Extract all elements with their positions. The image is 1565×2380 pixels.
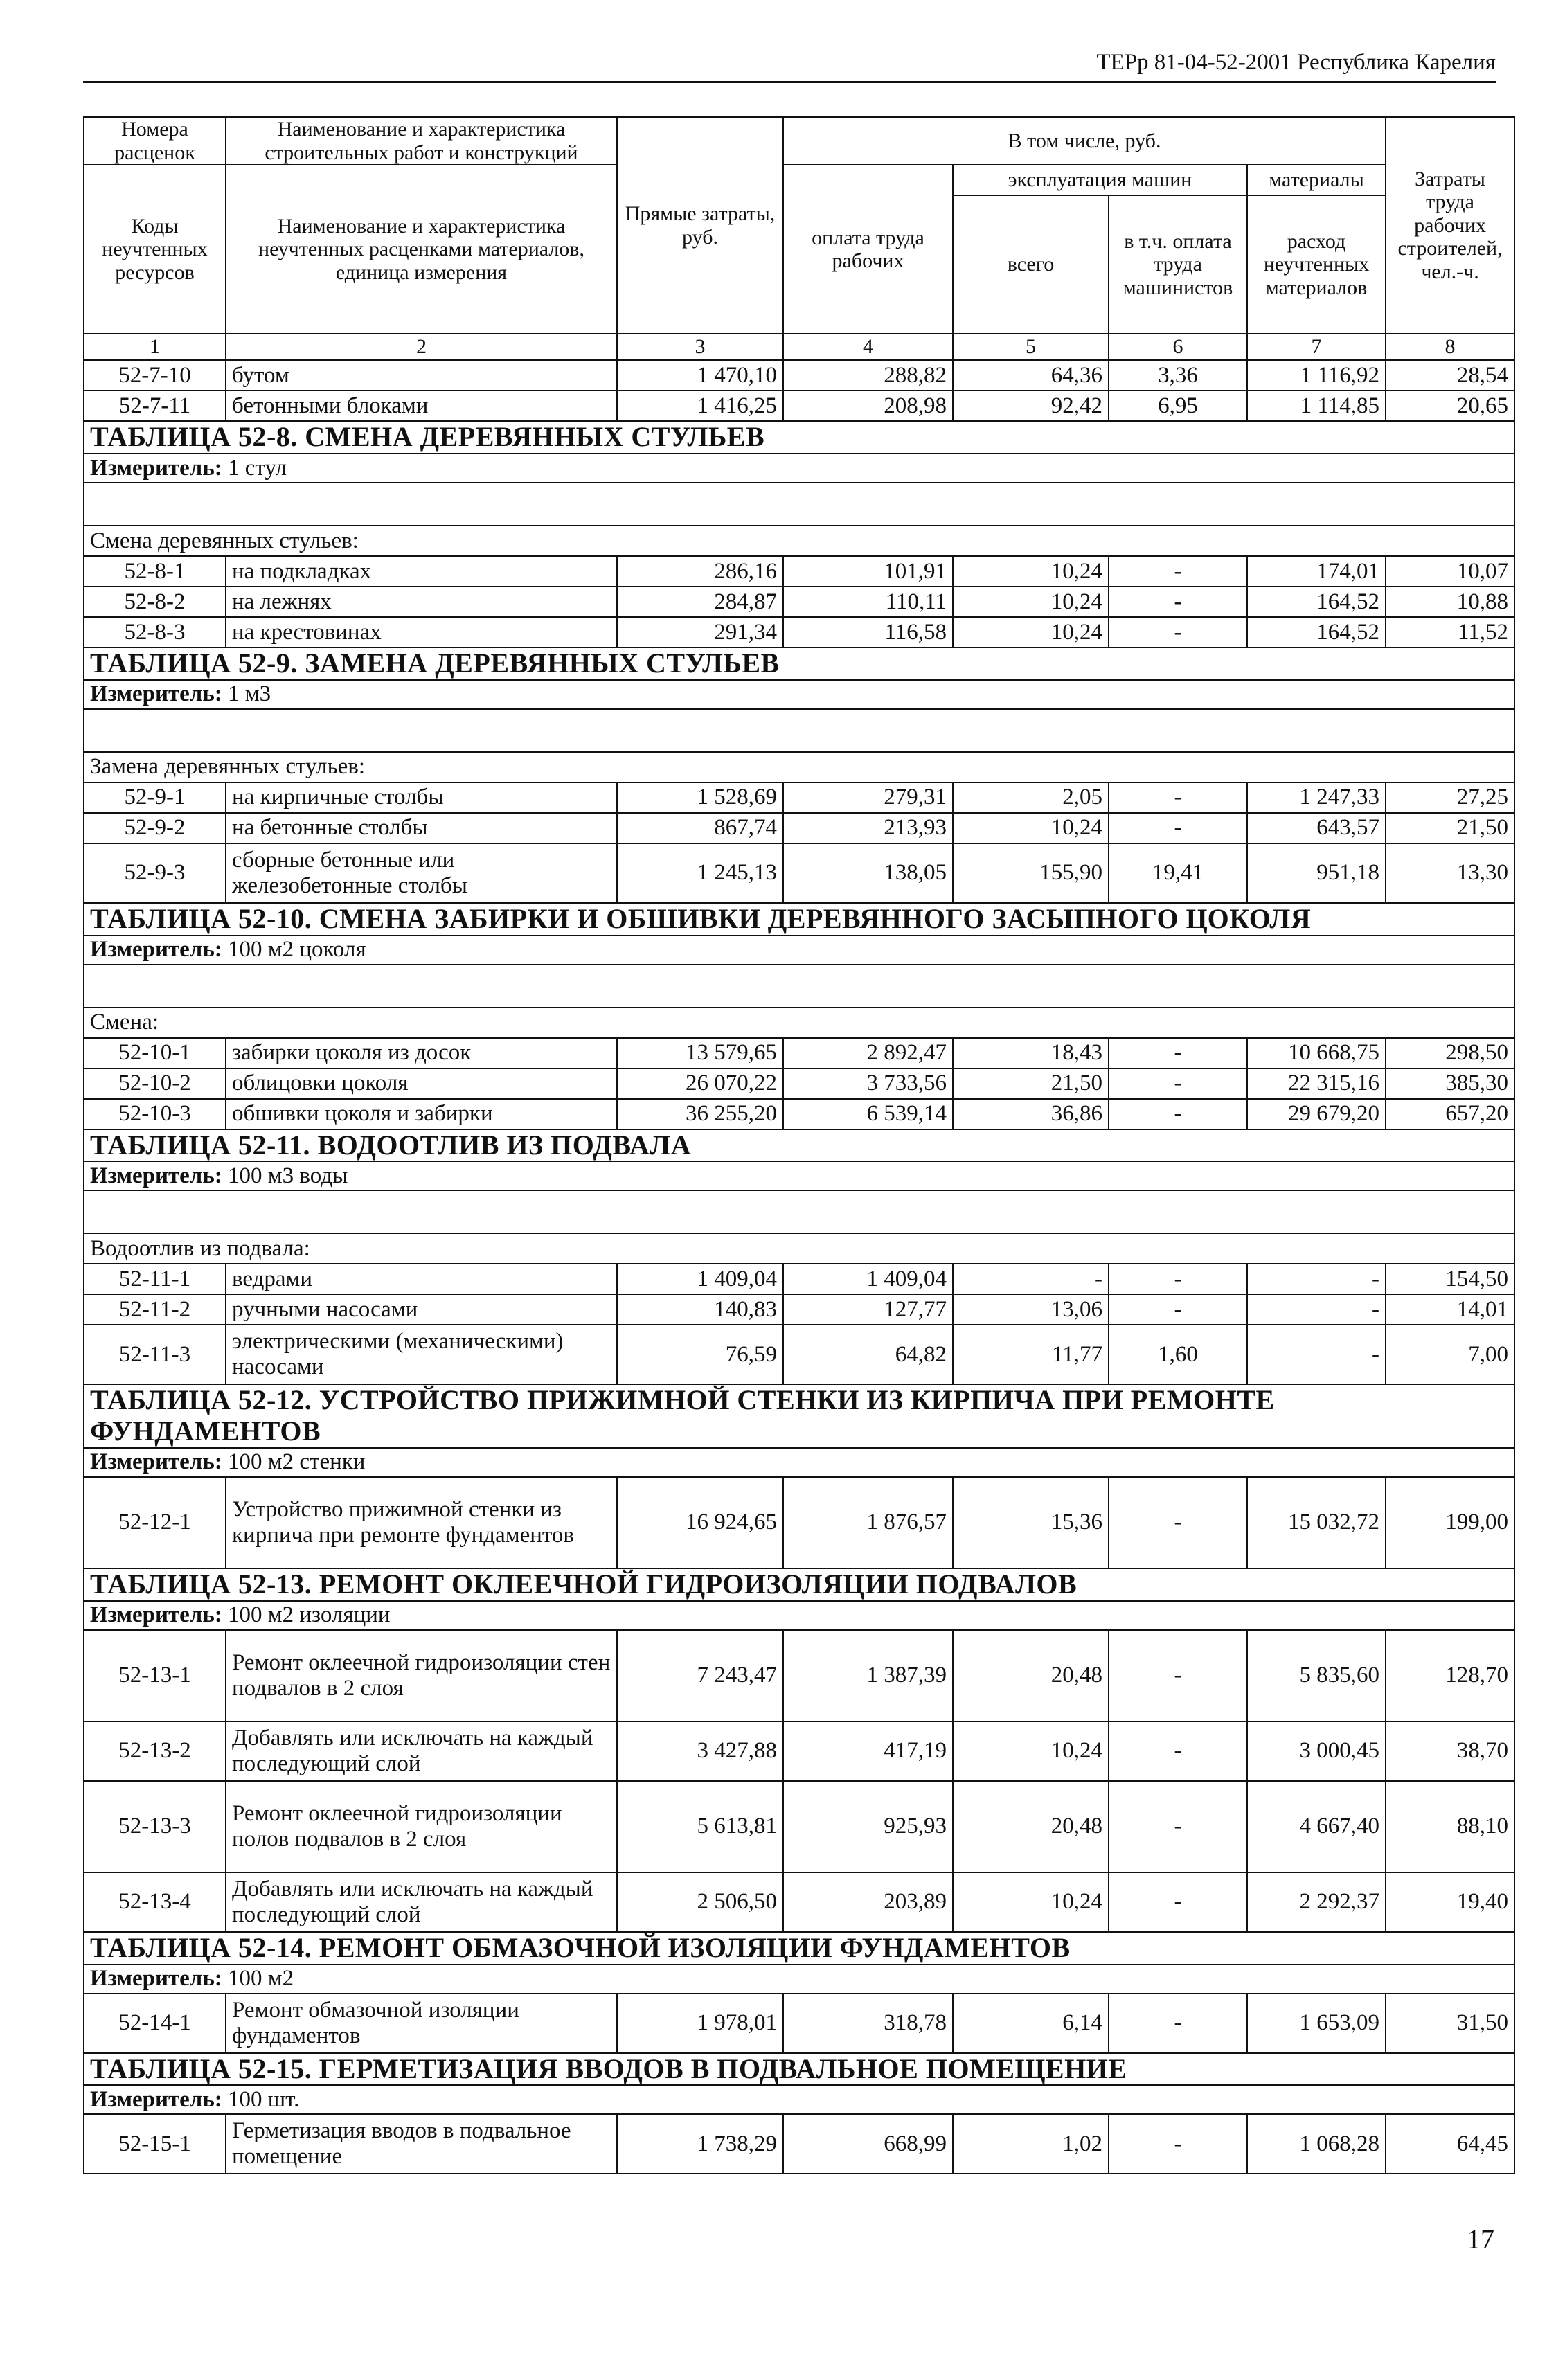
value-cell: 417,19 [783, 1721, 953, 1781]
header-machinist-wages: в т.ч. оплата труда машинистов [1109, 195, 1247, 334]
value-cell: 1 738,29 [617, 2114, 783, 2174]
column-number: 3 [617, 334, 783, 360]
table-row [84, 1294, 1514, 1325]
table-row [84, 391, 1514, 421]
header-resource-codes: Коды неучтенных ресурсов [84, 165, 226, 334]
value-cell: 13,30 [1386, 843, 1514, 903]
value-cell: - [1109, 1872, 1247, 1932]
work-name-cell: Ремонт оклеечной гидроизоляции стен подвалов в 2 слоя [226, 1630, 617, 1721]
section-title-row [84, 2053, 1514, 2086]
value-cell: 10,24 [953, 1721, 1109, 1781]
rate-code-cell: 52-12-1 [84, 1477, 226, 1568]
value-cell: 155,90 [953, 843, 1109, 903]
table-row [84, 843, 1514, 903]
measure-value: 100 м2 изоляции [228, 1602, 391, 1628]
section-title-row [84, 647, 1514, 680]
table-row [84, 587, 1514, 617]
work-name-cell: Добавлять или исключать на каждый последующий слой [226, 1721, 617, 1781]
value-cell: 1 116,92 [1247, 360, 1386, 391]
measure-label: Измеритель: [90, 1966, 222, 1992]
group-heading-row [84, 1233, 1514, 1264]
rate-code-cell: 52-11-1 [84, 1264, 226, 1294]
table-row [84, 1721, 1514, 1781]
page-number: 17 [1467, 2224, 1494, 2255]
measure-label: Измеритель: [90, 681, 222, 707]
value-cell: 28,54 [1386, 360, 1514, 391]
rate-code-cell: 52-15-1 [84, 2114, 226, 2174]
value-cell: - [1109, 813, 1247, 843]
group-heading-row [84, 526, 1514, 556]
value-cell: 10,24 [953, 587, 1109, 617]
section-title-row [84, 1932, 1514, 1965]
work-name-cell: на крестовинах [226, 617, 617, 647]
value-cell: 951,18 [1247, 843, 1386, 903]
work-name-cell: ведрами [226, 1264, 617, 1294]
value-cell: - [1109, 782, 1247, 813]
value-cell: 286,16 [617, 556, 783, 587]
value-cell: 10,24 [953, 556, 1109, 587]
value-cell: 2,05 [953, 782, 1109, 813]
rate-code-cell: 52-7-10 [84, 360, 226, 391]
value-cell: 208,98 [783, 391, 953, 421]
rate-code-cell: 52-10-3 [84, 1099, 226, 1129]
price-table [83, 116, 1515, 2174]
header-rate-number: Номера расценок [84, 117, 226, 165]
measure-cell [84, 454, 1514, 483]
value-cell: - [1109, 617, 1247, 647]
value-cell: 110,11 [783, 587, 953, 617]
section-title-row [84, 903, 1514, 936]
value-cell: - [1247, 1264, 1386, 1294]
value-cell: 31,50 [1386, 1994, 1514, 2053]
table-row [84, 1781, 1514, 1872]
value-cell: - [1109, 1477, 1247, 1568]
value-cell: 127,77 [783, 1294, 953, 1325]
value-cell: - [1109, 1781, 1247, 1872]
value-cell: 5 613,81 [617, 1781, 783, 1872]
rate-code-cell: 52-8-2 [84, 587, 226, 617]
table-row [84, 1264, 1514, 1294]
table-row [84, 1477, 1514, 1568]
value-cell: 116,58 [783, 617, 953, 647]
section-title: ТАБЛИЦА 52-9. ЗАМЕНА ДЕРЕВЯННЫХ СТУЛЬЕВ [90, 647, 780, 679]
value-cell: 1 876,57 [783, 1477, 953, 1568]
value-cell: - [1109, 1038, 1247, 1068]
column-number: 4 [783, 334, 953, 360]
value-cell: 10,88 [1386, 587, 1514, 617]
work-name-cell: облицовки цоколя [226, 1068, 617, 1099]
rate-code-cell: 52-14-1 [84, 1994, 226, 2053]
value-cell: - [1109, 1068, 1247, 1099]
value-cell: 10,24 [953, 1872, 1109, 1932]
value-cell: - [1109, 1994, 1247, 2053]
work-name-cell: Устройство прижимной стенки из кирпича при ремонте фундаментов [226, 1477, 617, 1568]
value-cell: 13,06 [953, 1294, 1109, 1325]
value-cell: 16 924,65 [617, 1477, 783, 1568]
table-row [84, 617, 1514, 647]
table-row [84, 1038, 1514, 1068]
value-cell: 92,42 [953, 391, 1109, 421]
column-number: 7 [1247, 334, 1386, 360]
value-cell: 11,52 [1386, 617, 1514, 647]
measure-value: 1 стул [228, 455, 287, 481]
value-cell: 925,93 [783, 1781, 953, 1872]
table-row [84, 1994, 1514, 2053]
spacer-cell [84, 483, 1514, 526]
value-cell: 1 114,85 [1247, 391, 1386, 421]
section-title-row [84, 421, 1514, 454]
header-materials-name: Наименование и характеристика неучтенных расценками материалов, единица измерения [226, 165, 617, 334]
table-header [84, 117, 1514, 360]
table-row [84, 1325, 1514, 1384]
rate-code-cell: 52-11-3 [84, 1325, 226, 1384]
value-cell: 174,01 [1247, 556, 1386, 587]
work-name-cell: Добавлять или исключать на каждый последующий слой [226, 1872, 617, 1932]
value-cell: - [1109, 556, 1247, 587]
value-cell: 1 416,25 [617, 391, 783, 421]
work-name-cell: Ремонт оклеечной гидроизоляции полов подвалов в 2 слоя [226, 1781, 617, 1872]
measure-label: Измеритель: [90, 1163, 222, 1188]
value-cell: 18,43 [953, 1038, 1109, 1068]
spacer-row [84, 483, 1514, 526]
value-cell: 199,00 [1386, 1477, 1514, 1568]
measure-row [84, 1965, 1514, 1994]
value-cell: 36 255,20 [617, 1099, 783, 1129]
group-heading-row [84, 1008, 1514, 1038]
value-cell: - [1109, 1294, 1247, 1325]
value-cell: - [1109, 1264, 1247, 1294]
value-cell: 5 835,60 [1247, 1630, 1386, 1721]
header-materials: материалы [1247, 165, 1386, 195]
rate-code-cell: 52-13-4 [84, 1872, 226, 1932]
table-row [84, 1068, 1514, 1099]
measure-cell [84, 1601, 1514, 1630]
measure-value: 100 м2 стенки [228, 1449, 366, 1475]
measure-cell [84, 1965, 1514, 1994]
measure-value: 100 м2 [228, 1966, 294, 1992]
value-cell: 2 892,47 [783, 1038, 953, 1068]
measure-value: 100 м2 цоколя [228, 937, 366, 963]
rate-code-cell: 52-13-2 [84, 1721, 226, 1781]
rate-code-cell: 52-10-2 [84, 1068, 226, 1099]
work-name-cell: бутом [226, 360, 617, 391]
section-title-cell [84, 647, 1514, 680]
section-title-cell [84, 903, 1514, 936]
table-row [84, 813, 1514, 843]
table-row [84, 360, 1514, 391]
work-name-cell: бетонными блоками [226, 391, 617, 421]
section-title: ТАБЛИЦА 52-8. СМЕНА ДЕРЕВЯННЫХ СТУЛЬЕВ [90, 421, 765, 453]
value-cell: 26 070,22 [617, 1068, 783, 1099]
rate-code-cell: 52-8-1 [84, 556, 226, 587]
section-title-row [84, 1384, 1514, 1448]
measure-label: Измеритель: [90, 937, 222, 963]
value-cell: - [1247, 1325, 1386, 1384]
value-cell: 3,36 [1109, 360, 1247, 391]
column-number: 2 [226, 334, 617, 360]
work-name-cell: электрическими (механическими) насосами [226, 1325, 617, 1384]
value-cell: 10 668,75 [1247, 1038, 1386, 1068]
value-cell: 10,24 [953, 813, 1109, 843]
work-name-cell: забирки цоколя из досок [226, 1038, 617, 1068]
header-machine-operation: эксплуатация машин [953, 165, 1247, 195]
section-title: ТАБЛИЦА 52-12. УСТРОЙСТВО ПРИЖИМНОЙ СТЕНКИ ИЗ КИРПИЧА ПРИ РЕМОНТЕ ФУНДАМЕНТОВ [90, 1384, 1275, 1447]
table-body [84, 360, 1514, 2174]
value-cell: 10,24 [953, 617, 1109, 647]
rate-code-cell: 52-10-1 [84, 1038, 226, 1068]
value-cell: 1 068,28 [1247, 2114, 1386, 2174]
section-title-row [84, 1568, 1514, 1601]
value-cell: 64,82 [783, 1325, 953, 1384]
value-cell: 279,31 [783, 782, 953, 813]
section-title: ТАБЛИЦА 52-13. РЕМОНТ ОКЛЕЕЧНОЙ ГИДРОИЗОЛЯЦИИ ПОДВАЛОВ [90, 1568, 1077, 1600]
section-title: ТАБЛИЦА 52-15. ГЕРМЕТИЗАЦИЯ ВВОДОВ В ПОДВАЛЬНОЕ ПОМЕЩЕНИЕ [90, 2052, 1127, 2084]
group-heading: Смена: [84, 1008, 1514, 1038]
value-cell: 298,50 [1386, 1038, 1514, 1068]
value-cell: 291,34 [617, 617, 783, 647]
measure-value: 1 м3 [228, 681, 271, 707]
measure-cell [84, 936, 1514, 965]
spacer-cell [84, 709, 1514, 752]
value-cell: 21,50 [1386, 813, 1514, 843]
measure-label: Измеритель: [90, 1602, 222, 1628]
rate-code-cell: 52-8-3 [84, 617, 226, 647]
value-cell: - [1109, 2114, 1247, 2174]
measure-row [84, 680, 1514, 709]
section-title-cell [84, 421, 1514, 454]
work-name-cell: на кирпичные столбы [226, 782, 617, 813]
value-cell: 21,50 [953, 1068, 1109, 1099]
table-row [84, 1099, 1514, 1129]
measure-cell [84, 680, 1514, 709]
value-cell: 4 667,40 [1247, 1781, 1386, 1872]
section-title-cell [84, 1384, 1514, 1448]
value-cell: 20,48 [953, 1630, 1109, 1721]
value-cell: 20,65 [1386, 391, 1514, 421]
section-title-cell [84, 1568, 1514, 1601]
header-including: В том числе, руб. [783, 117, 1386, 165]
value-cell: 3 733,56 [783, 1068, 953, 1099]
rate-code-cell: 52-9-2 [84, 813, 226, 843]
work-name-cell: обшивки цоколя и забирки [226, 1099, 617, 1129]
value-cell: 3 000,45 [1247, 1721, 1386, 1781]
value-cell: 11,77 [953, 1325, 1109, 1384]
rate-code-cell: 52-11-2 [84, 1294, 226, 1325]
value-cell: 1 247,33 [1247, 782, 1386, 813]
value-cell: 64,36 [953, 360, 1109, 391]
measure-value: 100 м3 воды [228, 1163, 348, 1188]
value-cell: 7 243,47 [617, 1630, 783, 1721]
column-number: 8 [1386, 334, 1514, 360]
rate-code-cell: 52-13-3 [84, 1781, 226, 1872]
value-cell: 154,50 [1386, 1264, 1514, 1294]
value-cell: 22 315,16 [1247, 1068, 1386, 1099]
value-cell: 657,20 [1386, 1099, 1514, 1129]
table-row [84, 1872, 1514, 1932]
document-header: ТЕРр 81-04-52-2001 Республика Карелия [83, 50, 1496, 83]
section-title-row [84, 1129, 1514, 1162]
value-cell: 64,45 [1386, 2114, 1514, 2174]
value-cell: - [1109, 1630, 1247, 1721]
value-cell: 128,70 [1386, 1630, 1514, 1721]
value-cell: 284,87 [617, 587, 783, 617]
value-cell: 318,78 [783, 1994, 953, 2053]
section-title: ТАБЛИЦА 52-14. РЕМОНТ ОБМАЗОЧНОЙ ИЗОЛЯЦИИ ФУНДАМЕНТОВ [90, 1931, 1071, 1963]
value-cell: 15,36 [953, 1477, 1109, 1568]
header-worker-wages: оплата труда рабочих [783, 165, 953, 334]
value-cell: 668,99 [783, 2114, 953, 2174]
work-name-cell: Ремонт обмазочной изоляции фундаментов [226, 1994, 617, 2053]
section-title: ТАБЛИЦА 52-10. СМЕНА ЗАБИРКИ И ОБШИВКИ ДЕРЕВЯННОГО ЗАСЫПНОГО ЦОКОЛЯ [90, 902, 1312, 934]
table-row [84, 556, 1514, 587]
measure-cell [84, 1161, 1514, 1190]
group-heading: Смена деревянных стульев: [84, 526, 1514, 556]
value-cell: 643,57 [1247, 813, 1386, 843]
column-number: 6 [1109, 334, 1247, 360]
value-cell: 88,10 [1386, 1781, 1514, 1872]
value-cell: 19,40 [1386, 1872, 1514, 1932]
value-cell: 1 409,04 [783, 1264, 953, 1294]
value-cell: 1 978,01 [617, 1994, 783, 2053]
table-row [84, 2114, 1514, 2174]
spacer-cell [84, 965, 1514, 1008]
measure-row [84, 936, 1514, 965]
value-cell: 385,30 [1386, 1068, 1514, 1099]
measure-row [84, 454, 1514, 483]
rate-code-cell: 52-9-3 [84, 843, 226, 903]
measure-row [84, 1448, 1514, 1477]
header-labor-costs: Затраты труда рабочих строителей, чел.-ч. [1386, 117, 1514, 334]
value-cell: 138,05 [783, 843, 953, 903]
measure-label: Измеритель: [90, 455, 222, 481]
column-number: 1 [84, 334, 226, 360]
value-cell: 76,59 [617, 1325, 783, 1384]
value-cell: 164,52 [1247, 617, 1386, 647]
group-heading: Водоотлив из подвала: [84, 1233, 1514, 1264]
work-name-cell: ручными насосами [226, 1294, 617, 1325]
value-cell: 164,52 [1247, 587, 1386, 617]
value-cell: 15 032,72 [1247, 1477, 1386, 1568]
measure-cell [84, 1448, 1514, 1477]
value-cell: 1 245,13 [617, 843, 783, 903]
header-materials-consumption: расход неучтенных материалов [1247, 195, 1386, 334]
measure-label: Измеритель: [90, 1449, 222, 1475]
column-number: 5 [953, 334, 1109, 360]
spacer-row [84, 1190, 1514, 1233]
value-cell: 1 470,10 [617, 360, 783, 391]
section-title-cell [84, 2053, 1514, 2086]
section-title-cell [84, 1932, 1514, 1965]
header-direct-costs: Прямые затраты, руб. [617, 117, 783, 334]
value-cell: 36,86 [953, 1099, 1109, 1129]
spacer-row [84, 965, 1514, 1008]
value-cell: 7,00 [1386, 1325, 1514, 1384]
value-cell: 203,89 [783, 1872, 953, 1932]
value-cell: 14,01 [1386, 1294, 1514, 1325]
rate-code-cell: 52-13-1 [84, 1630, 226, 1721]
work-name-cell: Герметизация вводов в подвальное помещение [226, 2114, 617, 2174]
header-machines-total: всего [953, 195, 1109, 334]
value-cell: 1,60 [1109, 1325, 1247, 1384]
value-cell: 2 506,50 [617, 1872, 783, 1932]
value-cell: 101,91 [783, 556, 953, 587]
value-cell: - [1109, 587, 1247, 617]
measure-label: Измеритель: [90, 2086, 222, 2112]
value-cell: 1 653,09 [1247, 1994, 1386, 2053]
group-heading-row [84, 752, 1514, 782]
work-name-cell: на лежнях [226, 587, 617, 617]
measure-row [84, 1601, 1514, 1630]
table-row [84, 1630, 1514, 1721]
value-cell: 1 528,69 [617, 782, 783, 813]
value-cell: 29 679,20 [1247, 1099, 1386, 1129]
work-name-cell: на подкладках [226, 556, 617, 587]
value-cell: 288,82 [783, 360, 953, 391]
value-cell: 6,14 [953, 1994, 1109, 2053]
value-cell: 6 539,14 [783, 1099, 953, 1129]
value-cell: 140,83 [617, 1294, 783, 1325]
value-cell: 213,93 [783, 813, 953, 843]
section-title-cell [84, 1129, 1514, 1162]
value-cell: 13 579,65 [617, 1038, 783, 1068]
value-cell: 2 292,37 [1247, 1872, 1386, 1932]
value-cell: 867,74 [617, 813, 783, 843]
value-cell: 27,25 [1386, 782, 1514, 813]
value-cell: 3 427,88 [617, 1721, 783, 1781]
spacer-cell [84, 1190, 1514, 1233]
section-title: ТАБЛИЦА 52-11. ВОДООТЛИВ ИЗ ПОДВАЛА [90, 1129, 692, 1161]
table-row [84, 782, 1514, 813]
spacer-row [84, 709, 1514, 752]
value-cell: - [953, 1264, 1109, 1294]
rate-code-cell: 52-9-1 [84, 782, 226, 813]
header-work-name: Наименование и характеристика строительных работ и конструкций [226, 117, 617, 165]
measure-row [84, 2085, 1514, 2114]
value-cell: 1 409,04 [617, 1264, 783, 1294]
value-cell: 20,48 [953, 1781, 1109, 1872]
measure-row [84, 1161, 1514, 1190]
value-cell: - [1109, 1721, 1247, 1781]
value-cell: 38,70 [1386, 1721, 1514, 1781]
value-cell: - [1247, 1294, 1386, 1325]
measure-value: 100 шт. [228, 2086, 300, 2112]
value-cell: - [1109, 1099, 1247, 1129]
value-cell: 10,07 [1386, 556, 1514, 587]
rate-code-cell: 52-7-11 [84, 391, 226, 421]
value-cell: 1 387,39 [783, 1630, 953, 1721]
group-heading: Замена деревянных стульев: [84, 752, 1514, 782]
value-cell: 1,02 [953, 2114, 1109, 2174]
column-number-row [84, 334, 1514, 360]
work-name-cell: на бетонные столбы [226, 813, 617, 843]
value-cell: 6,95 [1109, 391, 1247, 421]
work-name-cell: сборные бетонные или железобетонные столбы [226, 843, 617, 903]
value-cell: 19,41 [1109, 843, 1247, 903]
measure-cell [84, 2085, 1514, 2114]
